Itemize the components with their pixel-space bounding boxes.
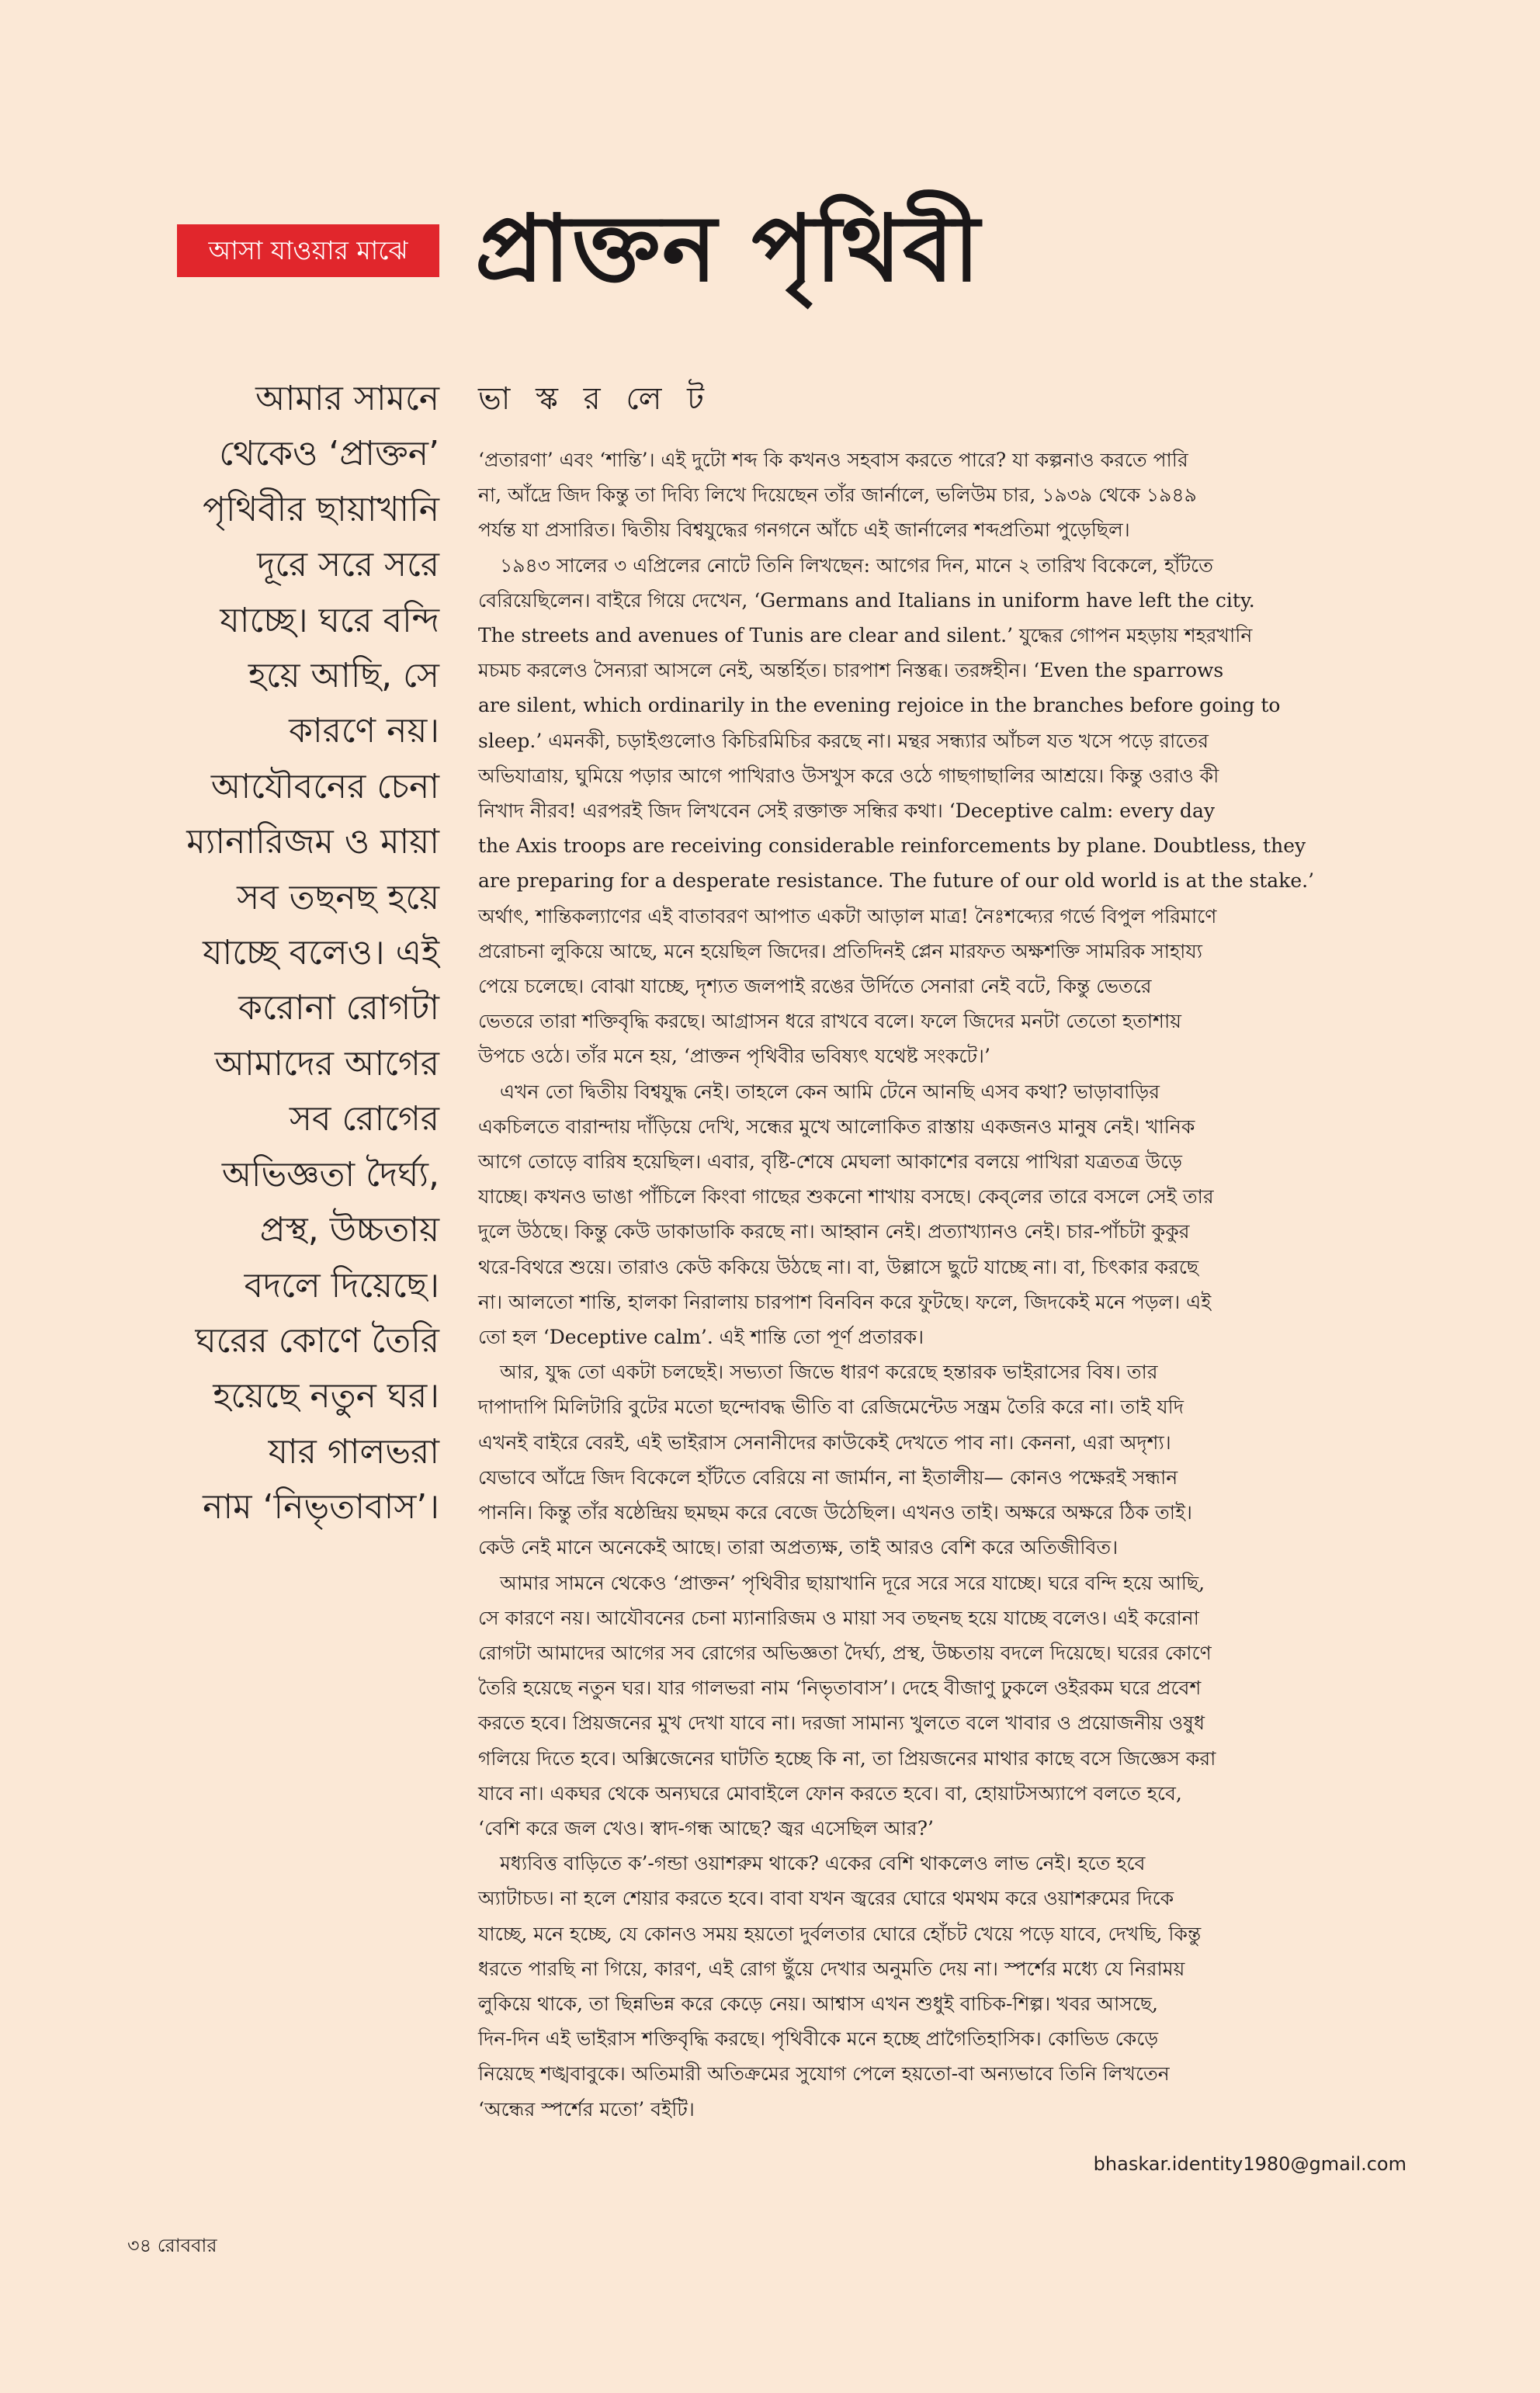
pull-quote-line: যাচ্ছে। ঘরে বন্দি xyxy=(220,600,439,640)
text-line: মধ্যবিত্ত বাড়িতে ক’-গন্ডা ওয়াশরুম থাকে? একের বেশি থাকলেও লাভ নেই। হতে হবে xyxy=(500,1852,1146,1875)
pull-quote-line: অভিজ্ঞতা দৈর্ঘ্য, xyxy=(221,1154,439,1195)
article-paragraph xyxy=(478,442,1406,548)
pull-quote-line: দূরে সরে সরে xyxy=(257,545,439,585)
pull-quote-line: হয়েছে নতুন ঘর। xyxy=(213,1376,439,1417)
text-line: দিন-দিন এই ভাইরাস শক্তিবৃদ্ধি করছে। পৃথিবীকে মনে হচ্ছে প্রাগৈতিহাসিক। কোভিড কেড়ে xyxy=(478,2027,1159,2051)
text-line: পেয়ে চলেছে। বোঝা যাচ্ছে, দৃশ্যত জলপাই রঙের উর্দিতে সেনারা নেই বটে, কিন্তু ভেতরে xyxy=(478,975,1152,998)
text-line: যেভাবে আঁদ্রে জিদ বিকেলে হাঁটতে বেরিয়ে না জার্মান, না ইতালীয়— কোনও পক্ষেরই সন্ধান xyxy=(478,1465,1178,1489)
text-line: ‘প্রতারণা’ এবং ‘শান্তি’। এই দুটো শব্দ কি কখনও সহবাস করতে পারে? যা কল্পনাও করতে পারি xyxy=(478,449,1188,471)
text-line: ভেতরে তারা শক্তিবৃদ্ধি করছে। আগ্রাসন ধরে রাখবে বলে। ফলে জিদের মনটা তেতো হতাশায় xyxy=(478,1010,1181,1033)
text-line: করতে হবে। প্রিয়জনের মুখ দেখা যাবে না। দরজা সামান্য খুলতে বলে খাবার ও প্রয়োজনীয় ওষুধ xyxy=(478,1712,1205,1735)
pull-quote-line: সব তছনছ হয়ে xyxy=(237,877,439,917)
text-line: থরে-বিথরে শুয়ে। তারাও কেউ ককিয়ে উঠছে না। বা, উল্লাসে ছুটে যাচ্ছে না। বা, চিৎকার করছে xyxy=(478,1255,1199,1278)
text-line: একচিলতে বারান্দায় দাঁড়িয়ে দেখি, সন্ধের মুখে আলোকিত রাস্তায় একজনও মানুষ নেই। খানিক xyxy=(478,1115,1195,1138)
text-line: গলিয়ে দিতে হবে। অক্সিজেনের ঘাটতি হচ্ছে কি না, তা প্রিয়জনের মাথার কাছে বসে জিজ্ঞেস করা xyxy=(478,1746,1216,1770)
text-line: লুকিয়ে থাকে, তা ছিন্নভিন্ন করে কেড়ে নেয়। আশ্বাস এখন শুধুই বাচিক-শিল্প। খবর আসছে, xyxy=(478,1992,1158,2015)
article-paragraph xyxy=(478,1354,1406,1565)
pull-quote-line: নাম ‘নিভৃতাবাস’। xyxy=(203,1487,439,1528)
pull-quote-line: ম্যানারিজম ও মায়া xyxy=(186,822,439,862)
text-line: উপচে ওঠে। তাঁর মনে হয়, ‘প্রাক্তন পৃথিবীর ভবিষ্যৎ যথেষ্ট সংকটে।’ xyxy=(478,1045,990,1068)
text-line: কেউ নেই মানে অনেকেই আছে। তারা অপ্রত্যক্ষ, তাই আরও বেশি করে অতিজীবিত। xyxy=(478,1536,1119,1559)
pull-quote-line: থেকেও ‘প্রাক্তন’ xyxy=(219,434,439,474)
text-line: পাননি। কিন্তু তাঁর ষষ্ঠেন্দ্রিয় ছমছম করে বেজে উঠেছিল। এখনও তাই। অক্ষরে অক্ষরে ঠিক তাই। xyxy=(478,1501,1192,1524)
author-byline: ভা স্ক র লে ট xyxy=(478,381,712,417)
pull-quote-line: যার গালভরা xyxy=(268,1431,439,1472)
text-line: যাচ্ছে। কখনও ভাঙা পাঁচিলে কিংবা গাছের শুকনো শাখায় বসছে। কেব্‌লের তারে বসলে সেই তার xyxy=(478,1185,1214,1209)
article-paragraph xyxy=(478,1846,1406,2127)
text-line: are preparing for a desperate resistance. The future of our old world is at the stake.’ xyxy=(478,869,1315,893)
pull-quote-line: হয়ে আছি, সে xyxy=(248,656,439,696)
text-line: The streets and avenues of Tunis are clear and silent.’ যুদ্ধের গোপন মহড়ায় শহরখানি xyxy=(478,624,1253,647)
text-line: ‘অন্ধের স্পর্শের মতো’ বইটি। xyxy=(478,2097,695,2121)
pull-quote-line: কারণে নয়। xyxy=(289,711,439,751)
text-line: আমার সামনে থেকেও ‘প্রাক্তন’ পৃথিবীর ছায়াখানি দূরে সরে সরে যাচ্ছে। ঘরে বন্দি হয়ে আছি, xyxy=(500,1571,1205,1594)
article-title: প্রাক্তন পৃথিবী xyxy=(475,195,982,302)
text-line: নিয়েছে শঙ্খবাবুকে। অতিমারী অতিক্রমের সুযোগ পেলে হয়তো-বা অন্যভাবে তিনি লিখতেন xyxy=(478,2062,1170,2086)
text-line: অর্থাৎ, শান্তিকল্যাণের এই বাতাবরণ আপাত একটা আড়াল মাত্র! নৈঃশব্দ্যের গর্ভে বিপুল পরিমাণে xyxy=(478,904,1217,928)
text-line: যাবে না। একঘর থেকে অন্যঘরে মোবাইলে ফোন করতে হবে। বা, হোয়াটসঅ্যাপে বলতে হবে, xyxy=(478,1781,1182,1805)
article-paragraph xyxy=(478,1074,1406,1355)
page-folio: ৩৪ রোববার xyxy=(127,2235,217,2256)
pull-quote-line: সব রোগের xyxy=(289,1099,439,1139)
text-line: ‘বেশি করে জল খেও। স্বাদ-গন্ধ আছে? জ্বর এসেছিল আর?’ xyxy=(478,1816,934,1840)
text-line: সে কারণে নয়। আযৌবনের চেনা ম্যানারিজম ও মায়া সব তছনছ হয়ে যাচ্ছে বলেও। এই করোনা xyxy=(478,1606,1199,1629)
text-line: আর, যুদ্ধ তো একটা চলছেই। সভ্যতা জিভে ধারণ করেছে হন্তারক ভাইরাসের বিষ। তার xyxy=(500,1361,1158,1384)
pull-quote-line: পৃথিবীর ছায়াখানি xyxy=(203,489,439,529)
text-line: ধরতে পারছি না গিয়ে, কারণ, এই রোগ ছুঁয়ে দেখার অনুমতি দেয় না। স্পর্শের মধ্যে যে নিরাময় xyxy=(478,1957,1185,1980)
pull-quote-line: আযৌবনের চেনা xyxy=(210,766,439,806)
text-line: পর্যন্ত যা প্রসারিত। দ্বিতীয় বিশ্বযুদ্ধের গনগনে আঁচে এই জার্নালের শব্দপ্রতিমা পুড়েছিল। xyxy=(478,518,1130,542)
text-line: বেরিয়েছিলেন। বাইরে গিয়ে দেখেন, ‘Germans and Italians in uniform have left the city. xyxy=(478,588,1255,612)
text-line: ১৯৪৩ সালের ৩ এপ্রিলের নোটে তিনি লিখছেন: আগের দিন, মানে ২ তারিখ বিকেলে, হাঁটতে xyxy=(500,553,1213,577)
pull-quote-line: বদলে দিয়েছে। xyxy=(244,1265,439,1306)
text-line: দাপাদাপি মিলিটারি বুটের মতো ছন্দোবদ্ধ ভীতি বা রেজিমেন্টেড সন্ত্রম তৈরি করে না। তাই যদি xyxy=(478,1396,1184,1419)
pull-quote-line: প্রস্থ, উচ্চতায় xyxy=(259,1210,439,1250)
pull-quote-line: করোনা রোগটা xyxy=(238,988,439,1028)
text-line: এখন তো দ্বিতীয় বিশ্বযুদ্ধ নেই। তাহলে কেন আমি টেনে আনছি এসব কথা? ভাড়াবাড়ির xyxy=(500,1080,1160,1103)
text-line: রোগটা আমাদের আগের সব রোগের অভিজ্ঞতা দৈর্ঘ্য, প্রস্থ, উচ্চতায় বদলে দিয়েছে। ঘরের কোণে xyxy=(478,1641,1212,1664)
pull-quote-line: ঘরের কোণে তৈরি xyxy=(195,1320,439,1361)
pull-quote-line: আমার সামনে xyxy=(255,379,439,418)
text-line: তৈরি হয়েছে নতুন ঘর। যার গালভরা নাম ‘নিভৃতাবাস’। দেহে বীজাণু ঢুকলে ওইরকম ঘরে প্রবেশ xyxy=(478,1677,1202,1700)
text-line: না, আঁদ্রে জিদ কিন্তু তা দিব্যি লিখে দিয়েছেন তাঁর জার্নালে, ভলিউম চার, ১৯৩৯ থেকে ১৯৪৯ xyxy=(478,484,1197,507)
text-line: অ্যাটাচড। না হলে শেয়ার করতে হবে। বাবা যখন জ্বরের ঘোরে থমথম করে ওয়াশরুমের দিকে xyxy=(478,1887,1174,1910)
text-line: sleep.’ এমনকী, চড়াইগুলোও কিচিরমিচির করছে না। মন্থর সন্ধ্যার আঁচল যত খসে পড়ে রাতের xyxy=(478,729,1209,752)
pull-quote-line: আমাদের আগের xyxy=(214,1043,439,1084)
text-line: প্ররোচনা লুকিয়ে আছে, মনে হয়েছিল জিদের। প্রতিদিনই প্লেন মারফত অক্ষশক্তি সামরিক সাহায্য xyxy=(478,939,1203,962)
text-line: তো হল ‘Deceptive calm’. এই শান্তি তো পূর্ণ প্রতারক। xyxy=(478,1326,924,1349)
text-line: আগে তোড়ে বারিষ হয়েছিল। এবার, বৃষ্টি-শেষে মেঘলা আকাশের বলয়ে পাখিরা যত্রতত্র উড়ে xyxy=(478,1150,1183,1174)
text-line: দুলে উঠছে। কিন্তু কেউ ডাকাডাকি করছে না। আহ্বান নেই। প্রত্যাখ্যানও নেই। চার-পাঁচটা কুকুর xyxy=(478,1220,1190,1243)
text-line: যাচ্ছে, মনে হচ্ছে, যে কোনও সময় হয়তো দুর্বলতার ঘোরে হোঁচট খেয়ে পড়ে যাবে, দেখছি, কিন্তু xyxy=(478,1922,1202,1945)
pull-quote-line: যাচ্ছে বলেও। এই xyxy=(203,933,439,973)
article-paragraph xyxy=(478,1566,1406,1847)
article-paragraph xyxy=(478,548,1406,1074)
text-line: are silent, which ordinarily in the evening rejoice in the branches before going to xyxy=(478,694,1281,717)
text-line: মচমচ করলেও সৈন্যরা আসলে নেই, অন্তর্হিত। চারপাশ নিস্তব্ধ। তরঙ্গহীন। ‘Even the sparrows xyxy=(478,659,1224,682)
text-line: না। আলতো শান্তি, হালকা নিরালায় চারপাশ বিনবিন করে ফুটছে। ফলে, জিদকেই মনে পড়ল। এই xyxy=(478,1290,1212,1313)
text-line: অভিযাত্রায়, ঘুমিয়ে পড়ার আগে পাখিরাও উসখুস করে ওঠে গাছগাছালির আশ্রয়ে। কিন্তু ওরাও কী xyxy=(478,764,1219,787)
text-line: এখনই বাইরে বেরই, এই ভাইরাস সেনানীদের কাউকেই দেখতে পাব না। কেননা, এরা অদৃশ্য। xyxy=(478,1431,1171,1454)
pull-quote xyxy=(116,371,439,1535)
section-kicker: আসা যাওয়ার মাঝে xyxy=(177,224,439,277)
text-line: the Axis troops are receiving considerable reinforcements by plane. Doubtless, they xyxy=(478,834,1306,858)
author-email: bhaskar.identity1980@gmail.com xyxy=(1093,2153,1406,2175)
text-line: নিখাদ নীরব! এরপরই জিদ লিখবেন সেই রক্তাক্ত সন্ধির কথা। ‘Deceptive calm: every day xyxy=(478,799,1215,823)
article-body xyxy=(478,442,1406,2127)
